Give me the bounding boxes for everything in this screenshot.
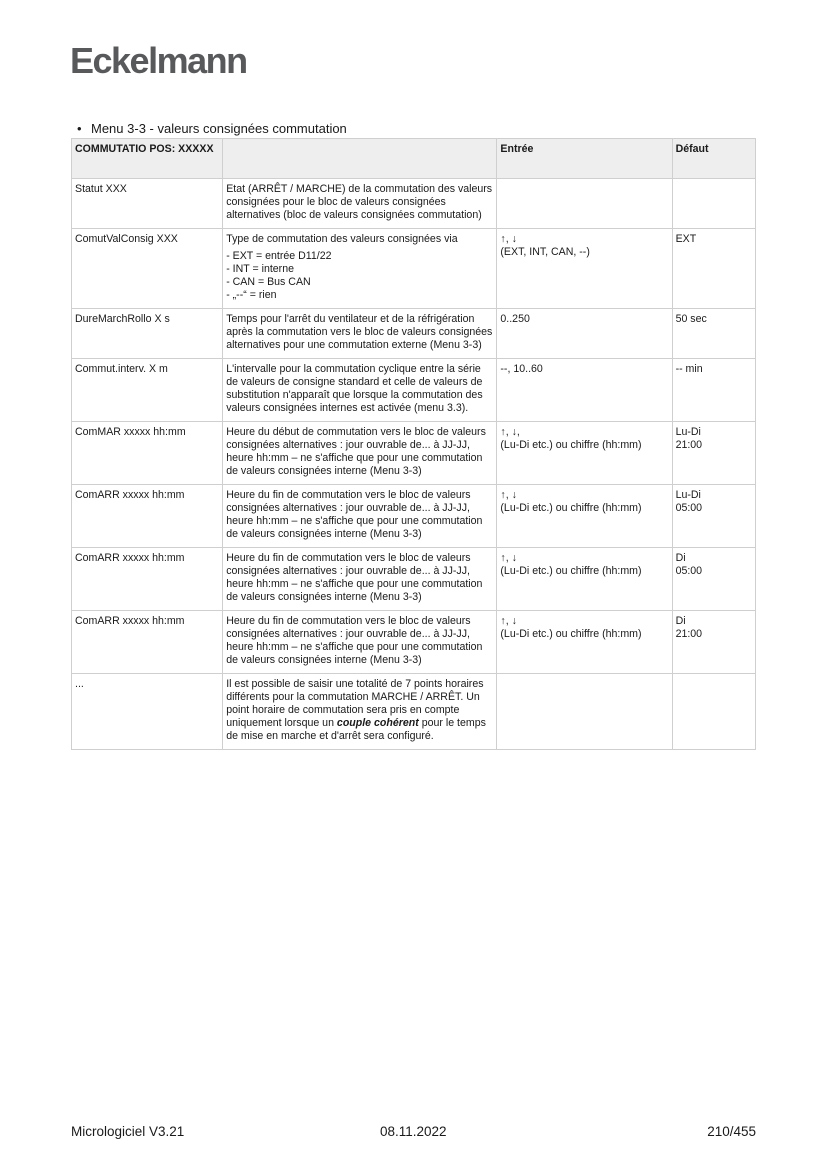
option-item: - EXT = entrée D11/22 (226, 250, 332, 262)
option-item: - „--“ = rien (226, 289, 277, 301)
table-row (72, 611, 756, 674)
param-description: Temps pour l'arrêt du ventilateur et de la réfrigération après la commutation vers le bloc de valeurs consignées alternatives pour une commutation externe (Menu 3-3) (223, 309, 497, 359)
table-row (72, 309, 756, 359)
param-entry: ↑, ↓ (Lu-Di etc.) ou chiffre (hh:mm) (497, 548, 672, 611)
param-description: L'intervalle pour la commutation cyclique entre la série de valeurs de consigne standard et celle de valeurs de substitution n'apparaît que lorsque la commutation des valeurs consignées internes est activée (menu 3.3). (223, 359, 497, 422)
table-header-row (72, 139, 756, 179)
emphasis: couple cohérent (336, 717, 419, 729)
option-item: - INT = interne (226, 263, 294, 275)
table-row (72, 485, 756, 548)
param-name: Commut.interv. X m (72, 359, 223, 422)
header-parameter: COMMUTATIO POS: XXXXX (72, 139, 223, 179)
param-default: Di 05:00 (672, 548, 755, 611)
param-default (672, 674, 755, 750)
param-entry (497, 674, 672, 750)
header-entry: Entrée (497, 139, 672, 179)
header-description (223, 139, 497, 179)
table-row (72, 548, 756, 611)
table-row (72, 422, 756, 485)
param-description: Heure du fin de commutation vers le bloc de valeurs consignées alternatives : jour ouvrable de... à JJ-JJ, heure hh:mm – ne s'affiche que pour une commutation de valeurs consignées interne (Menu 3-3) (223, 548, 497, 611)
footer-firmware-version: Micrologiciel V3.21 (71, 1124, 185, 1139)
param-name: DureMarchRollo X s (72, 309, 223, 359)
param-default: EXT (672, 229, 755, 309)
table-row (72, 359, 756, 422)
table-row (72, 229, 756, 309)
param-default: Lu-Di 21:00 (672, 422, 755, 485)
param-entry: 0..250 (497, 309, 672, 359)
param-default: 50 sec (672, 309, 755, 359)
section-heading (77, 121, 347, 136)
bullet: • (77, 121, 82, 136)
option-item: - CAN = Bus CAN (226, 276, 311, 288)
param-description: Heure du fin de commutation vers le bloc de valeurs consignées alternatives : jour ouvrable de... à JJ-JJ, heure hh:mm – ne s'affiche que pour une commutation de valeurs consignées interne (Menu 3-3) (223, 611, 497, 674)
param-default: -- min (672, 359, 755, 422)
param-name: ComMAR xxxxx hh:mm (72, 422, 223, 485)
header-default: Défaut (672, 139, 755, 179)
param-default (672, 179, 755, 229)
param-entry (497, 179, 672, 229)
param-name: ComutValConsig XXX (72, 229, 223, 309)
footer-page-number: 210/455 (707, 1124, 756, 1139)
param-default: Lu-Di 05:00 (672, 485, 755, 548)
param-name: ComARR xxxxx hh:mm (72, 548, 223, 611)
param-description: Etat (ARRÊT / MARCHE) de la commutation des valeurs consignées pour le bloc de valeurs consignées alternatives (bloc de valeurs consignées commutation) (223, 179, 497, 229)
param-name: ComARR xxxxx hh:mm (72, 485, 223, 548)
param-entry: ↑, ↓ (Lu-Di etc.) ou chiffre (hh:mm) (497, 611, 672, 674)
param-entry: ↑, ↓, (Lu-Di etc.) ou chiffre (hh:mm) (497, 422, 672, 485)
param-default: Di 21:00 (672, 611, 755, 674)
param-description: Heure du début de commutation vers le bloc de valeurs consignées alternatives : jour ouvrable de... à JJ-JJ, heure hh:mm – ne s'affiche que pour une commutation de valeurs consignées interne (Menu 3-3) (223, 422, 497, 485)
param-name: Statut XXX (72, 179, 223, 229)
parameter-table (71, 138, 756, 750)
eckelmann-logo: Eckelmann (70, 40, 247, 81)
table-row (72, 674, 756, 750)
param-description: Heure du fin de commutation vers le bloc de valeurs consignées alternatives : jour ouvrable de... à JJ-JJ, heure hh:mm – ne s'affiche que pour une commutation de valeurs consignées interne (Menu 3-3) (223, 485, 497, 548)
param-name: ComARR xxxxx hh:mm (72, 611, 223, 674)
table-row (72, 179, 756, 229)
param-entry: ↑, ↓ (Lu-Di etc.) ou chiffre (hh:mm) (497, 485, 672, 548)
param-description: Il est possible de saisir une totalité de 7 points horaires différents pour la commutation MARCHE / ARRÊT. Un point horaire de commutation sera pris en compte uniquement lorsque un couple cohérent pour le temps de mise en marche et d'arrêt sera configuré. (223, 674, 497, 750)
param-entry: --, 10..60 (497, 359, 672, 422)
section-title: Menu 3-3 - valeurs consignées commutation (91, 121, 347, 136)
param-name: ... (72, 674, 223, 750)
footer-date: 08.11.2022 (380, 1124, 447, 1139)
param-description: Type de commutation des valeurs consignées via - EXT = entrée D11/22 - INT = interne - CAN = Bus CAN - „--“ = rien (223, 229, 497, 309)
param-entry: ↑, ↓ (EXT, INT, CAN, --) (497, 229, 672, 309)
